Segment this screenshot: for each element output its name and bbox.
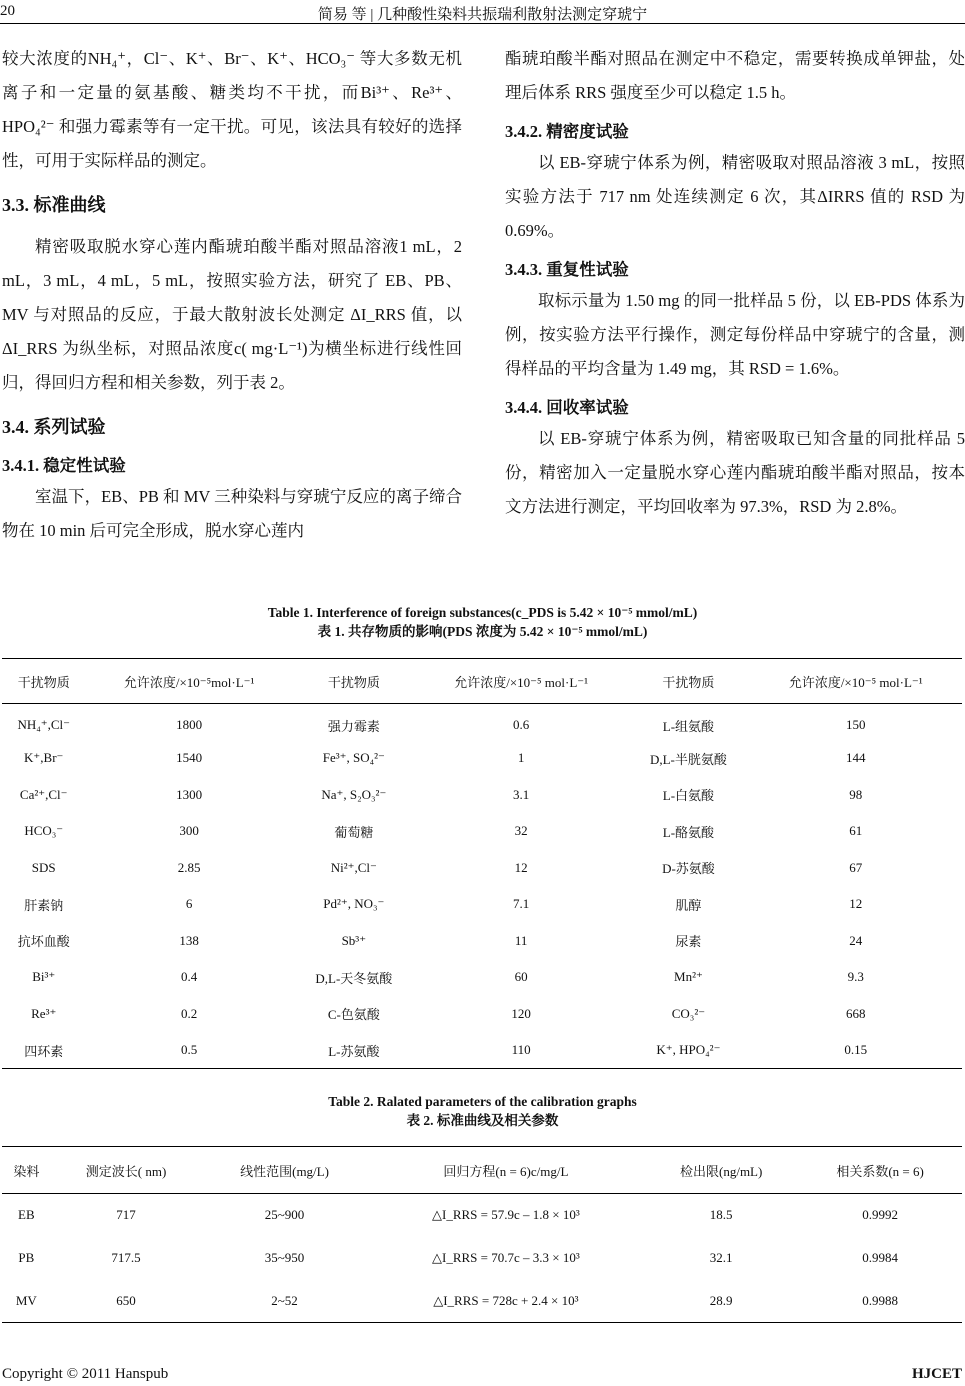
table-cell: 肌醇 bbox=[675, 897, 702, 913]
table-cell: L-酪氨酸 bbox=[662, 824, 715, 840]
column-header: 回归方程(n = 6)c/mg/L bbox=[443, 1163, 569, 1179]
table-cell: 四环素 bbox=[24, 1043, 64, 1059]
table-cell: 1800 bbox=[176, 717, 203, 732]
table2-caption-en: Table 2. Ralated parameters of the calibration graphs bbox=[328, 1094, 637, 1109]
table-cell: △I_RRS = 728c + 2.4 × 10³ bbox=[433, 1292, 579, 1308]
subsection-heading: 3.4.4. 回收率试验 bbox=[505, 398, 629, 417]
table-cell: 717 bbox=[116, 1207, 136, 1223]
section-heading: 3.3. 标准曲线 bbox=[2, 195, 106, 215]
table-cell: 7.1 bbox=[513, 896, 530, 912]
subsection-heading: 3.4.2. 精密度试验 bbox=[505, 122, 629, 141]
subsection-heading: 3.4.1. 稳定性试验 bbox=[2, 456, 126, 475]
table-row bbox=[2, 886, 962, 923]
table-cell: 肝素钠 bbox=[24, 897, 64, 913]
table-cell: 60 bbox=[514, 969, 528, 985]
table-row bbox=[2, 1237, 962, 1280]
left-column bbox=[2, 42, 462, 548]
table1-caption bbox=[0, 603, 965, 641]
table-cell: SDS bbox=[31, 859, 56, 875]
table-cell: 120 bbox=[511, 1005, 531, 1021]
table-cell: 650 bbox=[116, 1292, 136, 1308]
table-cell: K⁺, HPO₄²⁻ bbox=[656, 1042, 721, 1057]
paragraph: 以 EB-穿琥宁体系为例，精密吸取已知含量的同批样品 5 份，精密加入一定量脱水穿心莲内酯琥珀酸半酯对照品，按本文方法进行测定，平均回收率为 97.3%，RSD 为 2.8%。 bbox=[505, 429, 965, 516]
table-cell: L-白氨酸 bbox=[662, 788, 715, 804]
table1-caption-cn: 表 1. 共存物质的影响(PDS 浓度为 5.42 × 10⁻⁵ mmol/mL) bbox=[317, 624, 648, 639]
table-cell: Mn²⁺ bbox=[674, 969, 703, 985]
table-cell: Ni²⁺,Cl⁻ bbox=[330, 859, 377, 875]
table-cell: PB bbox=[18, 1250, 35, 1265]
table-cell: 0.6 bbox=[513, 717, 530, 732]
table-cell: △I_RRS = 57.9c – 1.8 × 10³ bbox=[432, 1207, 580, 1223]
running-title: 简易 等 | 几种酸性染料共振瑞利散射法测定穿琥宁 bbox=[317, 7, 648, 23]
table-cell: 35~950 bbox=[264, 1250, 305, 1265]
table-cell: Pd²⁺, NO₃⁻ bbox=[323, 896, 385, 912]
table1 bbox=[2, 658, 962, 1069]
table-cell: Re³⁺ bbox=[31, 1005, 57, 1021]
table-cell: 尿素 bbox=[675, 934, 702, 950]
table-cell: 1 bbox=[517, 750, 525, 766]
table-row bbox=[2, 740, 962, 777]
table-cell: EB bbox=[18, 1207, 35, 1223]
table-cell: NH₄⁺,Cl⁻ bbox=[17, 717, 71, 732]
column-header: 允许浓度/×10⁻⁵mol·L⁻¹ bbox=[123, 674, 255, 690]
table-row bbox=[2, 1032, 962, 1069]
section-heading: 3.4. 系列试验 bbox=[2, 417, 106, 437]
column-header: 相关系数(n = 6) bbox=[836, 1163, 924, 1179]
column-header: 干扰物质 bbox=[662, 674, 715, 690]
table-cell: 2~52 bbox=[271, 1292, 298, 1308]
paragraph: 酯琥珀酸半酯对照品在测定中不稳定，需要转换成单钾盐，处理后体系 RRS 强度至少可以稳定 1.5 h。 bbox=[505, 49, 965, 102]
table-row bbox=[2, 777, 962, 814]
table-cell: 668 bbox=[845, 1005, 866, 1021]
table-row bbox=[2, 1194, 962, 1237]
table-cell: △I_RRS = 70.7c – 3.3 × 10³ bbox=[432, 1250, 580, 1265]
subsection-heading: 3.4.3. 重复性试验 bbox=[505, 260, 629, 279]
table-cell: 强力霉素 bbox=[327, 718, 380, 734]
table-row bbox=[2, 1280, 962, 1323]
table-cell: D-苏氨酸 bbox=[662, 861, 715, 877]
table-cell: 1300 bbox=[176, 786, 203, 802]
table-cell: 2.85 bbox=[177, 859, 201, 875]
paragraph: 以 EB-穿琥宁体系为例，精密吸取对照品溶液 3 mL，按照实验方法于 717 nm 处连续测定 6 次，其ΔIRRS 值的 RSD 为 0.69%。 bbox=[505, 153, 965, 240]
table-row bbox=[2, 996, 962, 1033]
table-cell: 0.15 bbox=[844, 1042, 868, 1057]
table-cell: 3.1 bbox=[513, 786, 530, 802]
column-header: 检出限(ng/mL) bbox=[680, 1163, 763, 1179]
right-column bbox=[505, 42, 965, 524]
table-cell: 144 bbox=[845, 750, 866, 766]
table-cell: 98 bbox=[849, 786, 863, 802]
table2 bbox=[2, 1146, 962, 1323]
table-cell: 9.3 bbox=[847, 969, 864, 985]
table-cell: 0.9984 bbox=[862, 1250, 898, 1265]
column-header: 染料 bbox=[13, 1163, 40, 1179]
table1-caption-en: Table 1. Interference of foreign substances(c_PDS is 5.42 × 10⁻⁵ mmol/mL) bbox=[267, 605, 698, 620]
page-number: 20 bbox=[0, 3, 15, 19]
table-cell: 6 bbox=[185, 896, 193, 912]
table-cell: HCO₃⁻ bbox=[24, 823, 64, 839]
table-cell: 0.2 bbox=[181, 1005, 198, 1021]
table-cell: 67 bbox=[849, 859, 863, 875]
journal-name: HJCET bbox=[911, 1366, 962, 1382]
table-cell: 32.1 bbox=[709, 1250, 733, 1265]
column-header: 允许浓度/×10⁻⁵ mol·L⁻¹ bbox=[454, 674, 589, 690]
table-cell: 12 bbox=[514, 859, 528, 875]
paragraph: 取标示量为 1.50 mg 的同一批样品 5 份，以 EB-PDS 体系为例，按实验方法平行操作，测定每份样品中穿琥宁的含量，测得样品的平均含量为 1.49 mg，其 RSD = 1.6%。 bbox=[505, 291, 965, 378]
table-cell: 18.5 bbox=[709, 1207, 733, 1223]
column-header: 干扰物质 bbox=[327, 674, 380, 690]
table-cell: L-组氨酸 bbox=[662, 718, 715, 734]
table-cell: 0.5 bbox=[181, 1042, 198, 1057]
table-cell: 0.9988 bbox=[862, 1292, 898, 1308]
table-cell: K⁺,Br⁻ bbox=[24, 750, 64, 766]
table-cell: 150 bbox=[845, 717, 866, 732]
table-cell: 110 bbox=[511, 1042, 531, 1057]
table-cell: MV bbox=[15, 1292, 37, 1308]
table-cell: 11 bbox=[514, 932, 528, 948]
table-row bbox=[2, 704, 962, 741]
table-cell: 24 bbox=[849, 932, 863, 948]
table-cell: Na⁺, S₂O₃²⁻ bbox=[321, 786, 387, 802]
table-cell: 32 bbox=[514, 823, 528, 839]
table-cell: 0.4 bbox=[181, 969, 198, 985]
table-row bbox=[2, 850, 962, 887]
table-row bbox=[2, 813, 962, 850]
table-cell: C-色氨酸 bbox=[327, 1007, 380, 1023]
table2-caption bbox=[0, 1092, 965, 1130]
table-cell: Fe³⁺, SO₄²⁻ bbox=[322, 750, 385, 766]
page-header bbox=[0, 0, 965, 24]
table-cell: L-苏氨酸 bbox=[328, 1043, 380, 1059]
table-cell: CO₃²⁻ bbox=[671, 1005, 706, 1021]
table-cell: Ca²⁺,Cl⁻ bbox=[19, 786, 68, 802]
table-cell: 12 bbox=[849, 896, 863, 912]
column-header: 线性范围(mg/L) bbox=[240, 1163, 329, 1179]
table-cell: 抗坏血酸 bbox=[17, 934, 70, 950]
paragraph: 较大浓度的NH₄⁺，Cl⁻、K⁺、Br⁻、K⁺、HCO₃⁻ 等大多数无机离子和一定量的氨基酸、糖类均不干扰，而Bi³⁺、Re³⁺、HPO₄²⁻ 和强力霉素等有一定干扰。可见，该法具有较好的选择性，可用于实际样品的测定。 bbox=[2, 49, 462, 170]
table-cell: 葡萄糖 bbox=[334, 824, 374, 840]
copyright: Copyright © 2011 Hanspub bbox=[2, 1366, 169, 1382]
table-cell: Bi³⁺ bbox=[32, 969, 56, 985]
table-cell: D,L-半胱氨酸 bbox=[649, 751, 727, 767]
table2-caption-cn: 表 2. 标准曲线及相关参数 bbox=[406, 1113, 559, 1128]
table-cell: 0.9992 bbox=[862, 1207, 898, 1223]
table-cell: D,L-天冬氨酸 bbox=[315, 970, 393, 986]
column-header: 干扰物质 bbox=[17, 674, 70, 690]
paragraph: 室温下，EB、PB 和 MV 三种染料与穿琥宁反应的离子缔合物在 10 min 后可完全形成，脱水穿心莲内 bbox=[2, 487, 462, 540]
table-cell: 28.9 bbox=[709, 1292, 733, 1308]
column-header: 测定波长( nm) bbox=[85, 1163, 167, 1179]
table-cell: 61 bbox=[849, 823, 863, 839]
paragraph: 精密吸取脱水穿心莲内酯琥珀酸半酯对照品溶液1 mL，2 mL，3 mL，4 mL，5 mL，按照实验方法，研究了 EB、PB、MV 与对照品的反应，于最大散射波长处测定 ΔI_RRS 值，以 ΔI_RRS 为纵坐标，对照品浓度c( mg·L⁻¹)为横坐标进行线性回归，得回归方程和相关参数，列于表 2。 bbox=[2, 237, 462, 392]
table-row bbox=[2, 923, 962, 960]
table-cell: 25~900 bbox=[264, 1207, 305, 1223]
table-cell: 1540 bbox=[176, 750, 203, 766]
table-cell: 138 bbox=[179, 932, 199, 948]
table-cell: 300 bbox=[179, 823, 199, 839]
table-row bbox=[2, 959, 962, 996]
table-cell: 717.5 bbox=[111, 1250, 141, 1265]
table-cell: Sb³⁺ bbox=[341, 932, 367, 948]
column-header: 允许浓度/×10⁻⁵ mol·L⁻¹ bbox=[788, 674, 923, 690]
